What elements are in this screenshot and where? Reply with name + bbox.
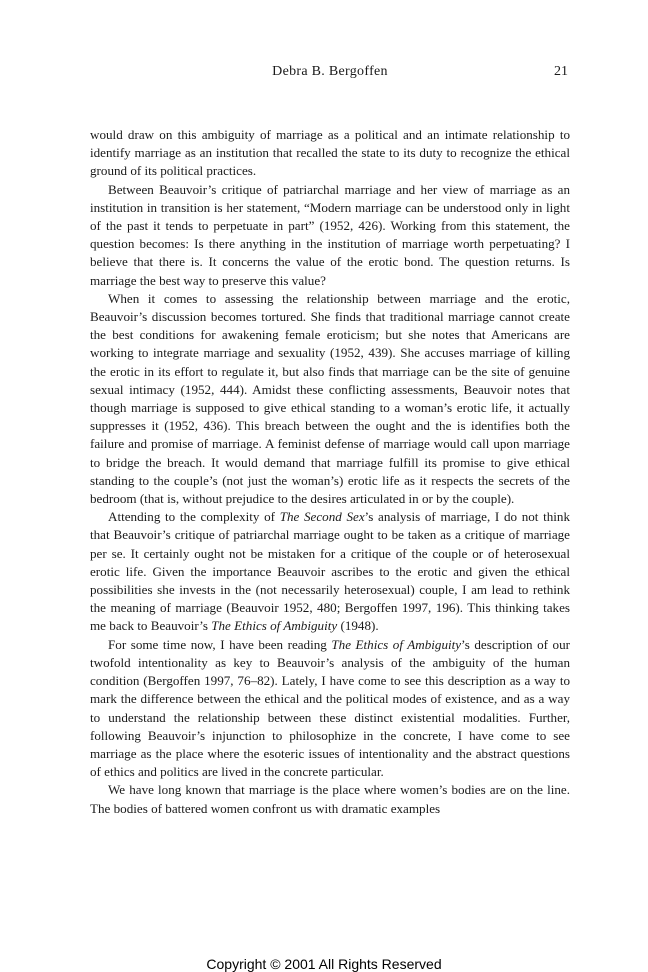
- paragraph-4-text-start: Attending to the complexity of: [108, 509, 280, 525]
- paragraph-4-text-middle: ’s analysis of marriage, I do not think that Beauvoir’s critique of patriarchal marriage ought to be taken as a critique of marriage per se. It certainly ought not be mistaken for a critique of the couple or of heterosexual erotic life. Given the importance Beauvoir ascribes to the erotic and given the ethical possibilities she invests in the (not necessarily heterosexual) couple, I am lead to rethink the meaning of marriage (Beauvoir 1952, 480; Bergoffen 1997, 196). This thinking takes me back to Beauvoir’s: [90, 509, 571, 634]
- paragraph-2: Between Beauvoir’s critique of patriarchal marriage and her view of marriage as an institution in transition is her statement, “Modern marriage can be understood only in light of the past it tends to perpetuate in part” (1952, 426). Working from this statement, the question becomes: Is there anything in the institution of marriage worth perpetuating? I believe that there is. It concerns the value of the erotic bond. The question returns. Is marriage the best way to preserve this value?: [90, 181, 570, 288]
- book-title-second-sex: The Second Sex: [279, 509, 365, 525]
- copyright-footer: Copyright © 2001 All Rights Reserved: [206, 956, 442, 972]
- paragraph-5-text-rest: ’s description of our twofold intentionality as key to Beauvoir’s analysis of the ambiguity of the human condition (Bergoffen 1997, 76–82). Lately, I have come to see this description as a way to mark the difference between the ethical and the political modes of existence, and as a way to understand the relationship between these distinct existential modalities. Further, following Beauvoir’s injunction to philosophize in the concrete, I have come to see marriage as the place where the esoteric issues of intentionality and the abstract questions of ethics and politics are lived in the concrete particular.: [90, 636, 570, 780]
- body-text: [90, 126, 570, 818]
- paragraph-6: We have long known that marriage is the place where women’s bodies are on the line. The bodies of battered women confront us with dramatic examples: [90, 782, 570, 816]
- paragraph-4: [90, 508, 570, 635]
- book-title-ethics-of-ambiguity: The Ethics of Ambiguity: [331, 636, 462, 652]
- paragraph-5-text-start: For some time now, I have been reading: [108, 636, 332, 652]
- running-head: Debra B. Bergoffen: [272, 64, 388, 79]
- paragraph-4-text-end: (1948).: [337, 618, 379, 634]
- paragraph-3: When it comes to assessing the relationship between marriage and the erotic, Beauvoir’s discussion becomes tortured. She finds that traditional marriage cannot create the best conditions for awakening female eroticism; but she notes that Americans are working to integrate marriage and sexuality (1952, 439). She accuses marriage of killing the erotic in its effort to regulate it, but also finds that marriage can be the site of genuine sexual intimacy (1952, 444). Amidst these conflicting assessments, Beauvoir notes that though marriage is supposed to give ethical standing to a woman’s erotic life, it actually suppresses it (1952, 436). This breach between the ought and the is identifies both the failure and promise of marriage. A feminist defense of marriage would call upon marriage to bridge the breach. It would demand that marriage fulfill its promise to give ethical standing to the couple’s (not just the woman’s) erotic life as it respects the secrets of the bedroom (that is, without prejudice to the desires articulated in or by the couple).: [90, 290, 570, 507]
- page-header: [90, 64, 570, 82]
- book-title-ethics-of-ambiguity: The Ethics of Ambiguity: [211, 618, 338, 634]
- paragraph-1: would draw on this ambiguity of marriage as a political and an intimate relationship to identify marriage as an institution that recalled the state to its duty to recognize the ethical ground of its political practices.: [90, 127, 570, 179]
- page-number: 21: [554, 64, 568, 79]
- paragraph-5: [90, 636, 570, 782]
